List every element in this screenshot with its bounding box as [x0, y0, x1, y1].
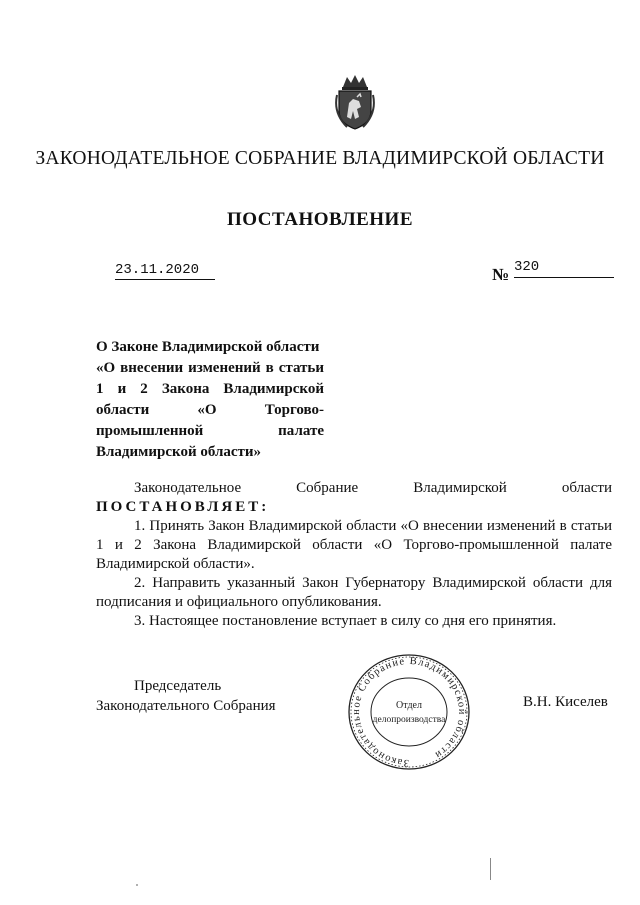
preamble: Законодательное Собрание Владимирской области [134, 480, 612, 496]
document-date: 23.11.2020 [115, 262, 215, 280]
document-body [96, 479, 612, 631]
body-item-3: 3. Настоящее постановление вступает в силу со дня его принятия. [134, 613, 557, 629]
subject-line: Владимирской области» [96, 444, 262, 460]
svg-text:Законодательное Собрание Влади [351, 656, 467, 768]
subject-line: промышленной палате [96, 423, 324, 439]
subject-line: 1 и 2 Закона Владимирской [96, 381, 324, 397]
signatory-title [96, 676, 276, 716]
body-item-1: 1. Принять Закон Владимирской области «О внесении изменений в статьи 1 и 2 Закона Владимирской области «О Торгово-промышленной палате Владимирской области». [96, 518, 612, 572]
stamp-center-line: делопроизводства [372, 715, 446, 725]
body-item-2: 2. Направить указанный Закон Губернатору Владимирской области для подписания и официального опубликования. [96, 575, 612, 610]
decree-word: ПОСТАНОВЛЯЕТ: [96, 499, 270, 515]
signatory-title-line: Председатель [134, 678, 222, 694]
document-subject [96, 337, 324, 463]
signatory-name: В.Н. Киселев [523, 694, 608, 710]
signatory-title-line: Законодательного Собрания [96, 698, 276, 714]
subject-line: «О внесении изменений в статьи [96, 360, 324, 376]
coat-of-arms-icon [333, 73, 377, 131]
document-type-title: ПОСТАНОВЛЕНИЕ [226, 209, 414, 230]
scan-margin-mark [490, 858, 491, 880]
scan-speck [136, 884, 138, 886]
subject-line: области «О Торгово- [96, 402, 324, 418]
document-number: 320 [514, 259, 614, 278]
stamp-center-line: Отдел [396, 700, 422, 711]
stamp-ring-text: Законодательное Собрание Владимирской области [351, 655, 468, 769]
office-stamp [345, 652, 473, 772]
number-sign: № [492, 265, 510, 284]
organization-title: ЗАКОНОДАТЕЛЬНОЕ СОБРАНИЕ ВЛАДИМИРСКОЙ ОБЛАСТИ [35, 148, 605, 169]
subject-line: О Законе Владимирской области [96, 339, 320, 355]
